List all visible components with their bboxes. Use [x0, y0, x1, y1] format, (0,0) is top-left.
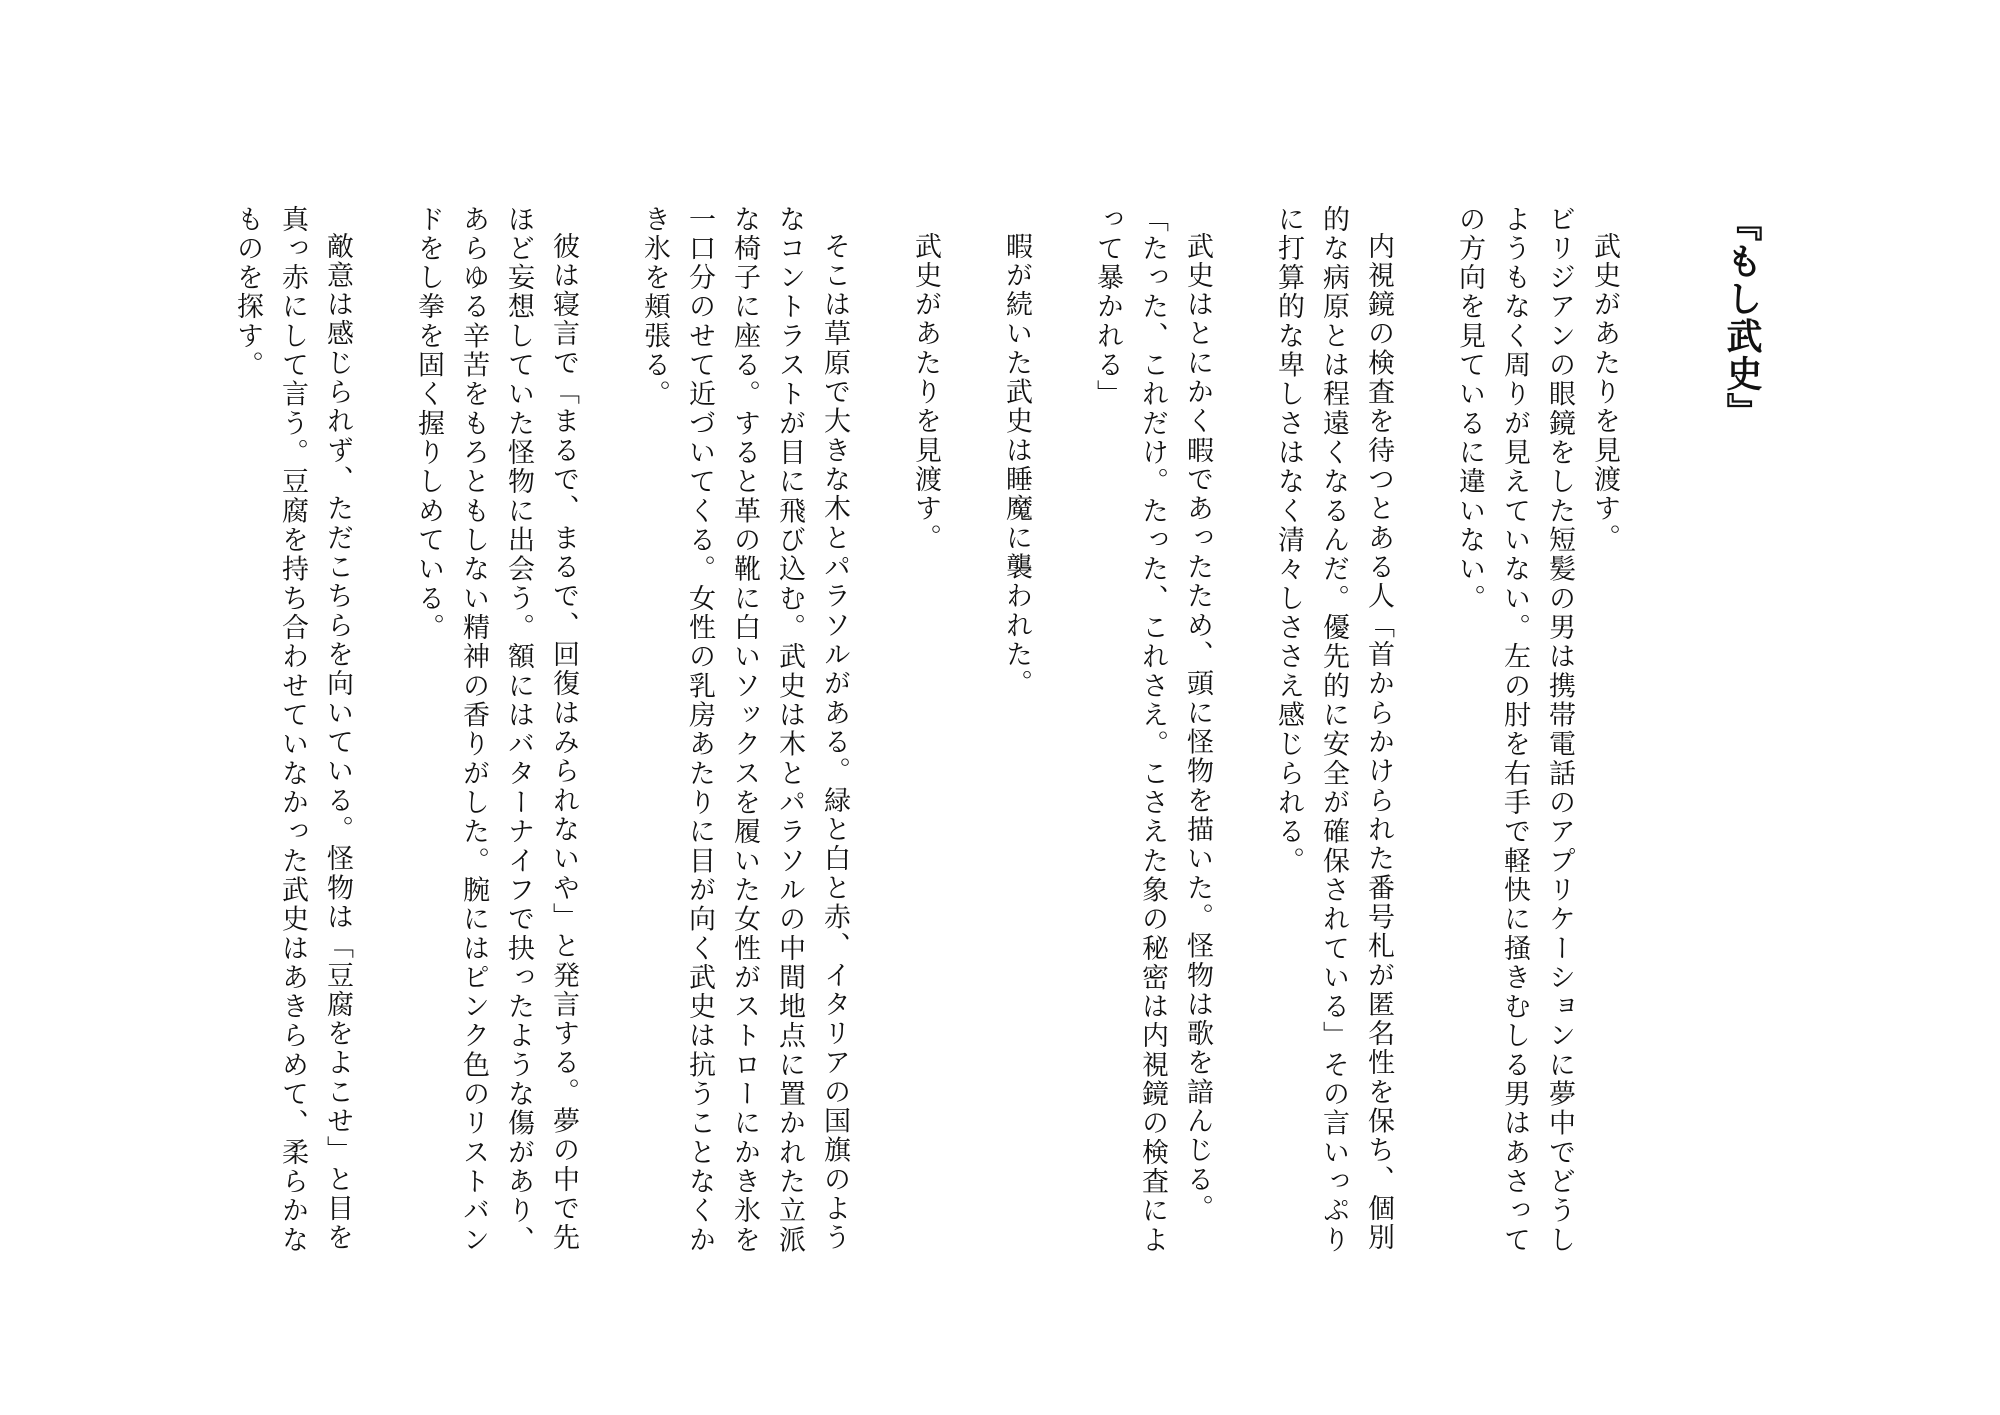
paragraph-5: 暇が続いた武史は睡魔に襲われた。 — [1001, 232, 1032, 699]
paragraph-7: そこは草原で大きな木とパラソルがある。緑と白と赤、イタリアの国旗のようなコントラストが目に飛び込む。武史は木とパラソルの中間地点に置かれた立派な椅子に座る。すると革の靴に白いソックスを履いた女性がストローにかき氷を一口分のせて近づいてくる。女性の乳房あたりに目が向く武史は抗うことなくかき氷を頬張る。 — [639, 205, 850, 1255]
paragraph-6: 武史があたりを見渡す。 — [910, 232, 941, 553]
document-title: 『もし武史』 — [1721, 205, 1763, 430]
paragraph-3: 内視鏡の検査を待つとある人「首からかけられた番号札が匿名性を保ち、個別的な病原とは程遠くなるんだ。優先的に安全が確保されている」その言いっぷりに打算的な卑しさはなく清々しささえ感じられる。 — [1273, 205, 1394, 1255]
paragraph-8: 彼は寝言で「まるで、まるで、回復はみられないや」と発言する。夢の中で先ほど妄想していた怪物に出会う。額にはバターナイフで抉ったような傷があり、あらゆる辛苦をもろともしない精神の香りがした。腕にはピンク色のリストバンドをし拳を固く握りしめている。 — [413, 205, 579, 1255]
paragraph-2: ビリジアンの眼鏡をした短髪の男は携帯電話のアプリケーションに夢中でどうしようもなく周りが見えていない。左の肘を右手で軽快に掻きむしる男はあさっての方向を見ているに違いない。 — [1454, 205, 1575, 1255]
paragraph-1: 武史があたりを見渡す。 — [1589, 232, 1620, 553]
paragraph-4: 武史はとにかく暇であったため、頭に怪物を描いた。怪物は歌を諳んじる。「たった、これだけ。たった、これさえ。こさえた象の秘密は内視鏡の検査によって暴かれる」 — [1092, 205, 1213, 1255]
paragraph-9: 敵意は感じられず、ただこちらを向いている。怪物は「豆腐をよこせ」と目を真っ赤にして言う。豆腐を持ち合わせていなかった武史はあきらめて、柔らかなものを探す。 — [232, 205, 353, 1255]
vertical-text-body — [179, 205, 1765, 1265]
